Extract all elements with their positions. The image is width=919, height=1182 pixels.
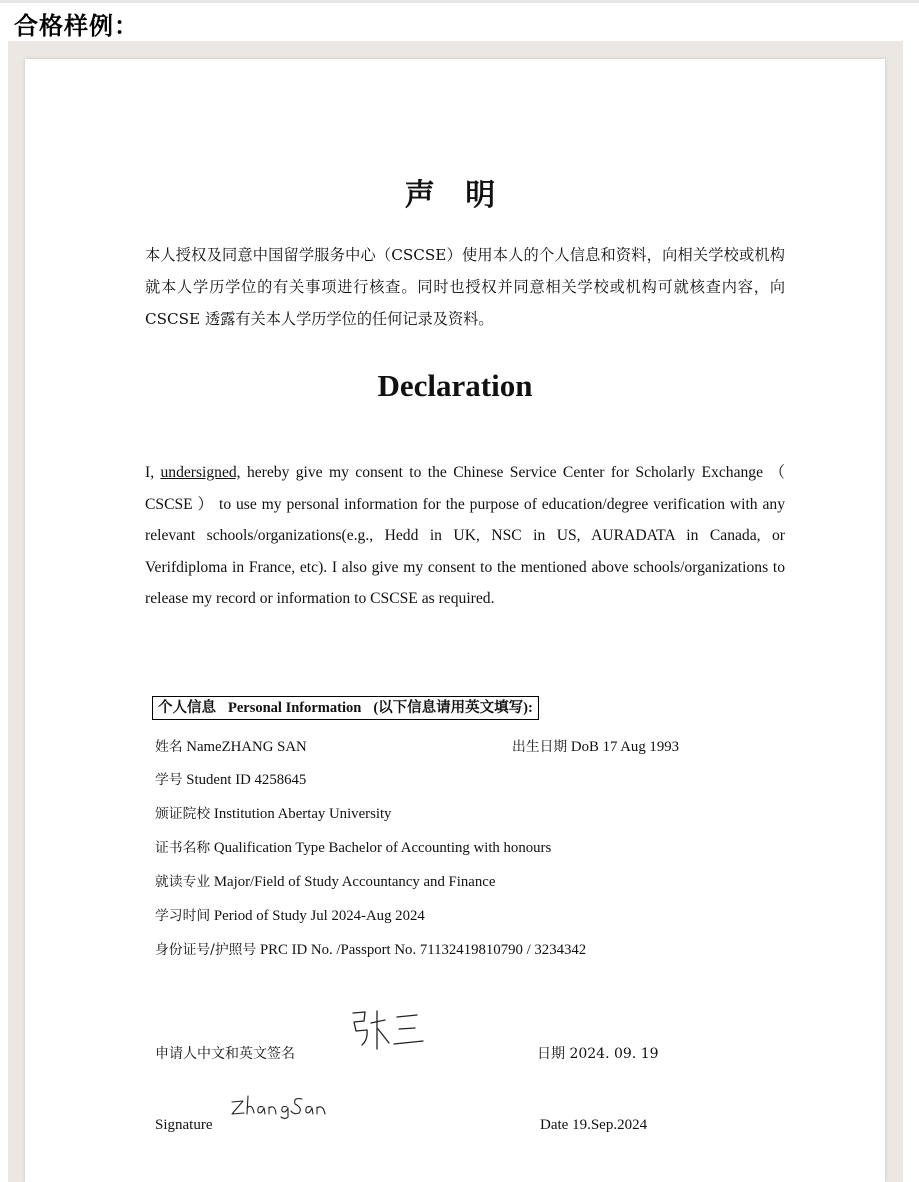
dob-row: [512, 735, 679, 756]
major-value: Accountancy and Finance: [341, 874, 496, 890]
name-value: ZHANG SAN: [221, 739, 307, 755]
title-chinese: 声 明: [404, 178, 506, 213]
qualification-label-en: Qualification Type: [213, 840, 325, 856]
period-label-en: Period of Study: [213, 908, 307, 924]
period-row: [155, 904, 425, 925]
dob-label-en: DoB: [570, 739, 599, 755]
declaration-prefix: I,: [145, 464, 161, 481]
student-id-label-en: Student ID: [186, 772, 251, 788]
institution-value: Abertay University: [277, 806, 392, 822]
major-label-en: Major/Field of Study: [213, 874, 339, 890]
handwritten-signature-en: [229, 1093, 329, 1121]
institution-row: [155, 802, 391, 823]
qualification-label-cn: 证书名称: [155, 840, 211, 856]
id-label-en: PRC ID No. /Passport No.: [259, 942, 417, 958]
page-heading: 合格样例：: [14, 12, 139, 40]
signature-label-cn: 申请人中文和英文签名: [155, 1046, 295, 1062]
date-cn: [537, 1043, 659, 1063]
date-en-value: 19.Sep.2024: [572, 1117, 648, 1133]
id-row: [155, 938, 586, 959]
period-value: Jul 2024-Aug 2024: [310, 908, 425, 924]
title-english: Declaration: [377, 368, 533, 403]
date-en-label: Date: [540, 1117, 569, 1133]
date-en: [540, 1117, 647, 1134]
date-cn-value: 2024. 09. 19: [569, 1046, 659, 1062]
personal-info-heading-en: Personal Information: [228, 700, 362, 716]
student-id-label-cn: 学号: [155, 772, 183, 788]
undersigned-text: undersigned,: [160, 464, 241, 481]
name-row: [155, 735, 307, 756]
personal-info-heading-cn: 个人信息: [158, 700, 216, 716]
declaration-text-chinese: 本人授权及同意中国留学服务中心（CSCSE）使用本人的个人信息和资料，向相关学校或机构就本人学历学位的有关事项进行核查。同时也授权并同意相关学校或机构可就核查内容，向 CSCSE 透露有关本人学历学位的任何记录及资料。: [145, 246, 785, 328]
name-label-en: Name: [186, 739, 222, 755]
name-label-cn: 姓名: [155, 739, 183, 755]
handwritten-signature-cn: [347, 1007, 429, 1055]
signature-label-en: Signature: [155, 1117, 213, 1133]
top-divider: [0, 0, 919, 3]
qualification-value: Bachelor of Accounting with honours: [328, 840, 552, 856]
declaration-body: hereby give my consent to the Chinese Service Center for Scholarly Exchange （ CSCSE ） to use my personal information for the purpose of education/degree verification with any relevant schools/organizations(e.g., Hedd in UK, NSC in US, AURADATA in Canada, or Verifdiploma in France, etc). I also give my consent to the mentioned above schools/organizations to release my record or information to CSCSE as required.: [145, 464, 785, 607]
dob-value: 17 Aug 1993: [602, 739, 680, 755]
id-value: 71132419810790 / 3234342: [419, 942, 587, 958]
id-label-cn: 身份证号/护照号: [155, 942, 257, 958]
document-page: [25, 59, 885, 1182]
document-viewer[interactable]: [8, 41, 903, 1182]
declaration-text-english: [145, 457, 785, 615]
student-id-row: [155, 768, 306, 789]
major-label-cn: 就读专业: [155, 874, 211, 890]
institution-label-cn: 颁证院校: [155, 806, 211, 822]
major-row: [155, 870, 495, 891]
institution-label-en: Institution: [213, 806, 275, 822]
dob-label-cn: 出生日期: [512, 739, 568, 755]
personal-info-heading-note: (以下信息请用英文填写):: [373, 700, 533, 716]
qualification-row: [155, 836, 551, 857]
period-label-cn: 学习时间: [155, 908, 211, 924]
personal-info-heading: [152, 696, 539, 720]
student-id-value: 4258645: [254, 772, 307, 788]
date-cn-label: 日期: [537, 1046, 565, 1062]
